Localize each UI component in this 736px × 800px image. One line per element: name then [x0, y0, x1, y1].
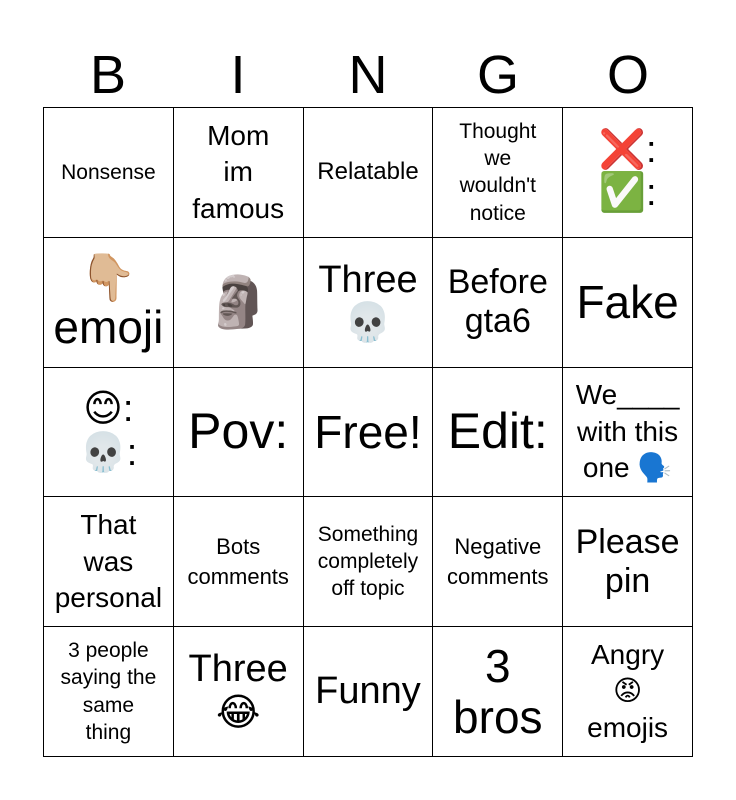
header-letter-i: I	[230, 45, 246, 105]
cell-text: Nonsense	[61, 160, 156, 184]
cell-text: Relatable	[317, 158, 419, 186]
cell-text: Mom im famous	[192, 119, 285, 224]
bingo-cell[interactable]	[433, 368, 563, 498]
bingo-cell[interactable]	[563, 497, 693, 627]
bingo-cell[interactable]	[563, 108, 693, 238]
cell-text: Funny	[315, 669, 421, 712]
bingo-card	[43, 107, 693, 757]
bingo-cell[interactable]	[433, 627, 563, 757]
bingo-cell[interactable]	[44, 108, 174, 238]
cell-text: Free!	[314, 405, 422, 458]
bingo-cell[interactable]	[174, 108, 304, 238]
cell-text: Please pin	[575, 522, 680, 600]
bingo-cell[interactable]	[304, 627, 434, 757]
bingo-cell[interactable]	[304, 238, 434, 368]
bingo-cell[interactable]	[433, 238, 563, 368]
bingo-header	[43, 44, 693, 106]
bingo-cell[interactable]	[563, 368, 693, 498]
cell-text: Thought we wouldn't notice	[459, 119, 537, 225]
header-letter-n: N	[348, 45, 388, 105]
bingo-cell[interactable]	[304, 368, 434, 498]
bingo-cell[interactable]	[174, 368, 304, 498]
cell-text: ❌: ✅:	[598, 128, 657, 215]
cell-text: That was personal	[54, 509, 163, 613]
cell-text: We____ with this one 🗣️	[575, 379, 680, 484]
cell-text: 3 bros	[453, 640, 543, 743]
bingo-cell[interactable]	[563, 238, 693, 368]
cell-text: 😊: 💀:	[79, 388, 138, 474]
cell-text: Fake	[576, 275, 679, 328]
bingo-cell[interactable]	[44, 238, 174, 368]
header-letter-g: G	[476, 45, 519, 105]
bingo-cell[interactable]	[174, 627, 304, 757]
bingo-cell[interactable]	[563, 627, 693, 757]
cell-text: Three 💀	[318, 258, 418, 345]
cell-text: 👇🏼 emoji	[53, 250, 164, 354]
bingo-cell[interactable]	[44, 627, 174, 757]
bingo-cell[interactable]	[304, 108, 434, 238]
cell-text: 3 people saying the same thing	[60, 639, 157, 744]
header-letter-b: B	[89, 45, 127, 105]
bingo-cell[interactable]	[174, 238, 304, 368]
cell-text: Negative comments	[447, 534, 549, 589]
bingo-cell[interactable]	[433, 108, 563, 238]
cell-text: Something completely off topic	[317, 522, 419, 601]
bingo-cell[interactable]	[44, 368, 174, 498]
cell-text: Edit:	[447, 403, 548, 460]
cell-text: Three 😂	[188, 647, 288, 734]
bingo-cell[interactable]	[433, 497, 563, 627]
bingo-cell[interactable]	[174, 497, 304, 627]
header-letter-o: O	[606, 45, 649, 105]
cell-text: Before gta6	[447, 263, 548, 341]
cell-text: Angry 😡 emojis	[587, 639, 669, 743]
cell-text: Bots comments	[187, 534, 289, 589]
bingo-cell[interactable]	[304, 497, 434, 627]
bingo-cell[interactable]	[44, 497, 174, 627]
moai-icon: 🗿	[207, 273, 270, 330]
cell-text: Pov:	[188, 403, 289, 460]
